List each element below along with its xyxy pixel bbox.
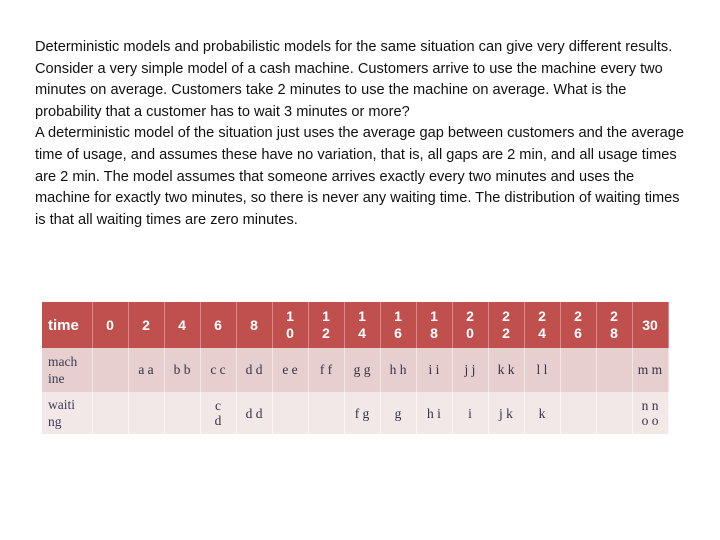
machine-cell	[452, 348, 488, 392]
machine-cell-text: l l	[536, 362, 548, 377]
waiting-cell-text: d d	[245, 405, 263, 421]
time-cell-text: 8	[250, 316, 258, 333]
time-cell-text: 1 0	[286, 308, 294, 341]
time-cell	[632, 302, 668, 348]
machine-row-label-text: mach ine	[48, 354, 78, 386]
time-cell-text: 2 2	[502, 308, 510, 341]
machine-cell	[416, 348, 452, 392]
waiting-row-label-text: waiti ng	[48, 397, 75, 429]
machine-cell-text: b b	[173, 362, 191, 377]
waiting-cell	[380, 392, 416, 434]
machine-cell-text: k k	[497, 362, 515, 377]
machine-cell-text: d d	[245, 362, 263, 377]
waiting-cell	[524, 392, 560, 434]
waiting-cell	[560, 392, 596, 434]
time-cell	[596, 302, 632, 348]
waiting-row-label	[42, 392, 92, 434]
waiting-cell-text: j k	[499, 405, 513, 421]
machine-cell-text: g g	[353, 362, 371, 377]
paragraph-intro: Deterministic models and probabilistic models for the same situation can give very different results. Consider a very simple model of a cash machine. Customers arrive to use the machine every two minutes on average. Customers take 2 minutes to use the machine on average. What is the probability that a customer has to wait 3 minutes or more?	[35, 39, 673, 120]
time-cell-text: 2 6	[574, 308, 582, 341]
waiting-cell	[308, 392, 344, 434]
time-cell-text: 1 4	[358, 308, 366, 341]
machine-cell-text: a a	[138, 362, 154, 377]
time-cell	[164, 302, 200, 348]
machine-cell	[596, 348, 632, 392]
machine-cell	[272, 348, 308, 392]
time-cell	[488, 302, 524, 348]
machine-cell	[236, 348, 272, 392]
time-cell	[344, 302, 380, 348]
time-cell-text: 1 2	[322, 308, 330, 341]
time-cell-text: 2 4	[538, 308, 546, 341]
time-cell	[380, 302, 416, 348]
time-cell-text: 2 8	[610, 308, 618, 341]
time-cell-text: 1 6	[394, 308, 402, 341]
time-cell-text: 2	[142, 316, 150, 333]
machine-cell	[308, 348, 344, 392]
waiting-cell-text: i	[468, 405, 472, 421]
time-cell	[416, 302, 452, 348]
time-cell	[92, 302, 128, 348]
machine-cell-text: j j	[464, 362, 476, 377]
machine-cell	[488, 348, 524, 392]
machine-cell	[344, 348, 380, 392]
text-block	[35, 37, 690, 231]
waiting-cell	[344, 392, 380, 434]
machine-cell	[92, 348, 128, 392]
time-cell	[452, 302, 488, 348]
time-cell-text: 30	[642, 316, 658, 333]
machine-cell	[200, 348, 236, 392]
waiting-cell-text: g	[394, 405, 402, 421]
waiting-cell	[596, 392, 632, 434]
waiting-cell	[164, 392, 200, 434]
waiting-cell	[632, 392, 668, 434]
waiting-cell	[416, 392, 452, 434]
machine-cell	[380, 348, 416, 392]
waiting-cell	[236, 392, 272, 434]
waiting-cell-text: f g	[354, 405, 370, 421]
machine-cell-text: i i	[428, 362, 440, 377]
machine-cell	[632, 348, 668, 392]
time-cell	[128, 302, 164, 348]
time-cell	[524, 302, 560, 348]
waiting-cell-text: n n o o	[641, 398, 659, 428]
time-cell	[272, 302, 308, 348]
waiting-cell	[92, 392, 128, 434]
time-cell	[560, 302, 596, 348]
time-cell-text: 6	[214, 316, 222, 333]
machine-row-label	[42, 348, 92, 392]
waiting-cell	[128, 392, 164, 434]
time-cell-text: 4	[178, 316, 186, 333]
machine-cell	[128, 348, 164, 392]
machine-cell-text: h h	[389, 362, 407, 377]
waiting-row	[42, 392, 668, 434]
waiting-cell	[200, 392, 236, 434]
waiting-time-table	[42, 302, 668, 434]
machine-cell	[164, 348, 200, 392]
time-cell	[200, 302, 236, 348]
time-cell	[236, 302, 272, 348]
machine-row	[42, 348, 668, 392]
time-cell-text: 2 0	[466, 308, 474, 341]
machine-cell-text: f f	[319, 362, 333, 377]
waiting-cell-text: k	[538, 405, 546, 421]
waiting-cell	[452, 392, 488, 434]
time-cell-text: 0	[106, 316, 114, 333]
waiting-cell	[488, 392, 524, 434]
time-row	[42, 302, 668, 348]
machine-cell	[560, 348, 596, 392]
machine-cell-text: c c	[210, 362, 226, 377]
machine-cell-text: e e	[282, 362, 298, 377]
waiting-cell	[272, 392, 308, 434]
machine-cell-text: m m	[637, 362, 663, 377]
machine-cell	[524, 348, 560, 392]
paragraph-deterministic: A deterministic model of the situation just uses the average gap between customers and the average time of usage, and assumes these have no variation, that is, all gaps are 2 min, and all usage times are 2 min. The model assumes that someone arrives exactly every two minutes and uses the machine for exactly two minutes, so there is never any waiting time. The distribution of waiting times is that all waiting times are zero minutes.	[35, 125, 684, 228]
time-row-label: time	[42, 302, 92, 348]
time-cell-text: 1 8	[430, 308, 438, 341]
waiting-cell-text: h i	[427, 405, 441, 421]
time-cell	[308, 302, 344, 348]
waiting-cell-text: c d	[214, 398, 222, 428]
